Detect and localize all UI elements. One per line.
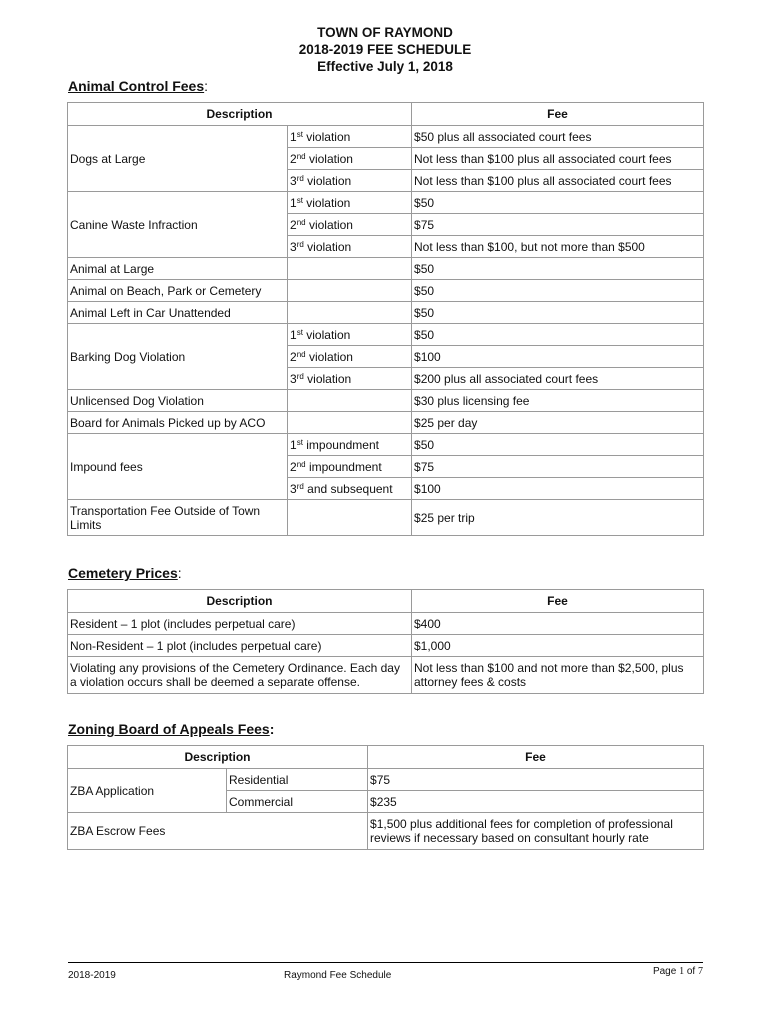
document-title — [0, 24, 770, 75]
effective-date: Effective July 1, 2018 — [317, 59, 453, 74]
fee-value: $50 — [412, 434, 704, 456]
empty-cell — [288, 258, 412, 280]
heading-colon: : — [177, 565, 182, 581]
cemetery-heading — [68, 565, 182, 581]
zba-heading-text: Zoning Board of Appeals Fees — [68, 721, 270, 737]
column-header-fee: Fee — [412, 103, 704, 126]
cemetery-table — [67, 589, 704, 694]
row-label-zba-escrow: ZBA Escrow Fees — [68, 813, 368, 850]
row-label-impound-fees: Impound fees — [68, 434, 288, 500]
table-row — [68, 412, 704, 434]
table-row — [68, 613, 704, 635]
animal-control-heading — [68, 78, 208, 94]
violation-level: 3rd violation — [288, 236, 412, 258]
table-row — [68, 280, 704, 302]
fee-value: $50 — [412, 324, 704, 346]
fee-value: $75 — [368, 769, 704, 791]
cemetery-description: Non-Resident – 1 plot (includes perpetual care) — [68, 635, 412, 657]
fee-value: $100 — [412, 478, 704, 500]
fee-value: $25 per day — [412, 412, 704, 434]
violation-level: 3rd violation — [288, 368, 412, 390]
impound-level: 1st impoundment — [288, 434, 412, 456]
fee-value: $30 plus licensing fee — [412, 390, 704, 412]
column-header-description: Description — [68, 746, 368, 769]
fee-value: $100 — [412, 346, 704, 368]
fee-value: $50 — [412, 258, 704, 280]
table-row — [68, 302, 704, 324]
fee-value: Not less than $100, but not more than $500 — [412, 236, 704, 258]
application-type: Residential — [227, 769, 368, 791]
impound-level: 2nd impoundment — [288, 456, 412, 478]
row-label-animal-at-large: Animal at Large — [68, 258, 288, 280]
schedule-title: 2018-2019 FEE SCHEDULE — [298, 42, 472, 57]
animal-control-heading-text: Animal Control Fees — [68, 78, 205, 94]
column-header-description: Description — [68, 103, 412, 126]
zba-heading — [68, 721, 274, 737]
table-row — [68, 769, 704, 791]
violation-level: 2nd violation — [288, 346, 412, 368]
heading-colon: : — [269, 721, 275, 737]
heading-colon: : — [204, 78, 209, 94]
impound-level: 3rd and subsequent — [288, 478, 412, 500]
violation-level: 1st violation — [288, 192, 412, 214]
empty-cell — [288, 390, 412, 412]
empty-cell — [288, 500, 412, 536]
fee-value: $50 — [412, 280, 704, 302]
table-row — [68, 813, 704, 850]
table-row — [68, 657, 704, 694]
violation-level: 1st violation — [288, 324, 412, 346]
table-row — [68, 126, 704, 148]
column-header-description: Description — [68, 590, 412, 613]
fee-value: $50 plus all associated court fees — [412, 126, 704, 148]
table-row — [68, 434, 704, 456]
cemetery-heading-text: Cemetery Prices — [68, 565, 178, 581]
fee-value: $1,500 plus additional fees for completion of professional reviews if necessary based on consultant hourly rate — [368, 813, 704, 850]
table-header-row — [68, 590, 704, 613]
fee-value: $400 — [412, 613, 704, 635]
row-label-dogs-at-large: Dogs at Large — [68, 126, 288, 192]
row-label-animal-on-beach: Animal on Beach, Park or Cemetery — [68, 280, 288, 302]
fee-value: $50 — [412, 302, 704, 324]
page-footer — [68, 962, 703, 981]
row-label-unlicensed-dog: Unlicensed Dog Violation — [68, 390, 288, 412]
fee-value: $50 — [412, 192, 704, 214]
fee-value: $235 — [368, 791, 704, 813]
table-row — [68, 324, 704, 346]
table-row — [68, 258, 704, 280]
table-header-row — [68, 103, 704, 126]
row-label-canine-waste: Canine Waste Infraction — [68, 192, 288, 258]
violation-level: 1st violation — [288, 126, 412, 148]
empty-cell — [288, 302, 412, 324]
column-header-fee: Fee — [412, 590, 704, 613]
fee-value: $1,000 — [412, 635, 704, 657]
violation-level: 2nd violation — [288, 148, 412, 170]
table-header-row — [68, 746, 704, 769]
application-type: Commercial — [227, 791, 368, 813]
cemetery-description: Violating any provisions of the Cemetery Ordinance. Each day a violation occurs shall be deemed a separate offense. — [68, 657, 412, 694]
row-label-zba-application: ZBA Application — [68, 769, 227, 813]
row-label-animal-in-car: Animal Left in Car Unattended — [68, 302, 288, 324]
fee-value: $25 per trip — [412, 500, 704, 536]
footer-year: 2018-2019 — [68, 970, 116, 981]
empty-cell — [288, 412, 412, 434]
fee-value: $200 plus all associated court fees — [412, 368, 704, 390]
page-number: Page 1 of 7 — [652, 966, 703, 977]
column-header-fee: Fee — [368, 746, 704, 769]
table-row — [68, 390, 704, 412]
footer-title: Raymond Fee Schedule — [284, 970, 392, 981]
fee-value: Not less than $100 plus all associated court fees — [412, 170, 704, 192]
fee-value: Not less than $100 and not more than $2,500, plus attorney fees & costs — [412, 657, 704, 694]
row-label-barking-dog: Barking Dog Violation — [68, 324, 288, 390]
zba-table — [67, 745, 704, 850]
violation-level: 2nd violation — [288, 214, 412, 236]
cemetery-description: Resident – 1 plot (includes perpetual care) — [68, 613, 412, 635]
row-label-board-animals: Board for Animals Picked up by ACO — [68, 412, 288, 434]
empty-cell — [288, 280, 412, 302]
violation-level: 3rd violation — [288, 170, 412, 192]
animal-control-table — [67, 102, 704, 536]
table-row — [68, 635, 704, 657]
table-row — [68, 500, 704, 536]
fee-value: $75 — [412, 214, 704, 236]
row-label-transportation: Transportation Fee Outside of Town Limits — [68, 500, 288, 536]
table-row — [68, 192, 704, 214]
town-name: TOWN OF RAYMOND — [317, 25, 453, 40]
fee-value: $75 — [412, 456, 704, 478]
fee-value: Not less than $100 plus all associated court fees — [412, 148, 704, 170]
